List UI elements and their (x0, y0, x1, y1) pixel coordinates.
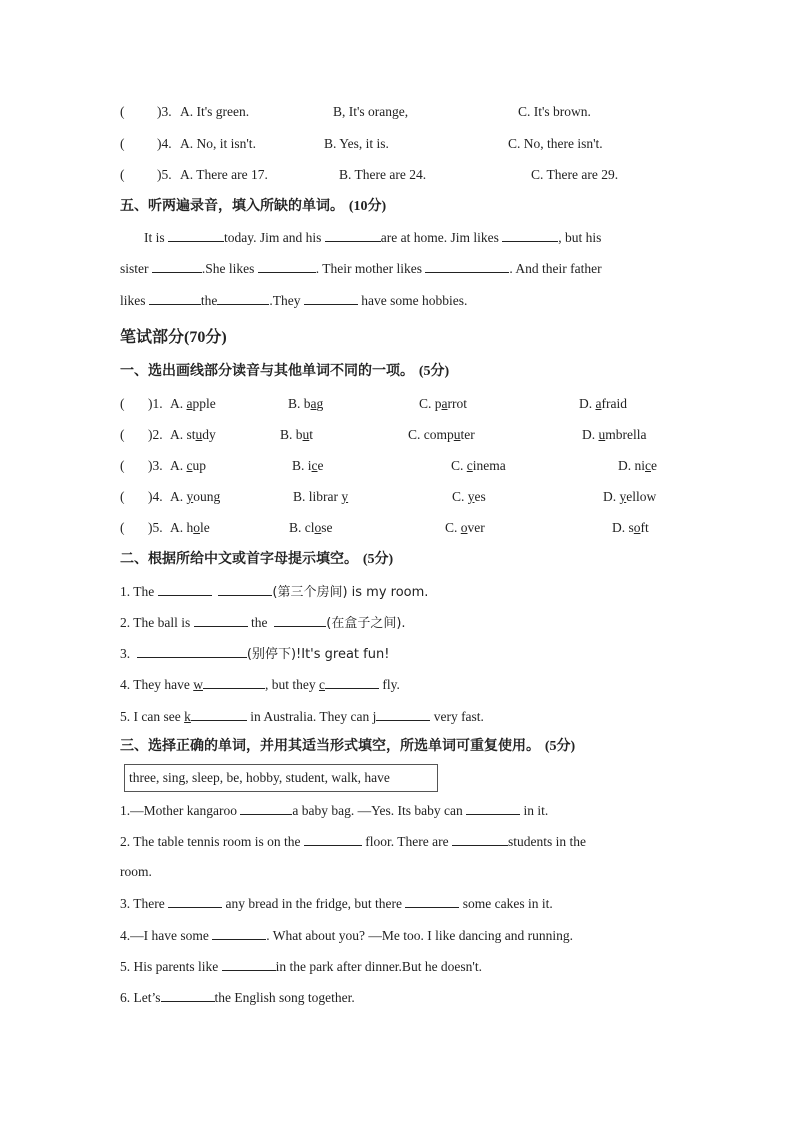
section-5-line-2: sister .She likes . Their mother likes . And their father (120, 258, 602, 278)
answer-blank[interactable] (466, 800, 520, 815)
answer-blank[interactable] (218, 581, 272, 596)
word-question-4: 4.—I have some . What about you? —Me too. I like dancing and running. (120, 925, 573, 945)
section-5-line-3: likes the .They have some hobbies. (120, 290, 467, 310)
answer-blank[interactable] (258, 258, 316, 273)
section-5-line-1: It is today. Jim and his are at home. Jim likes , but his (144, 227, 601, 247)
answer-blank[interactable] (158, 581, 212, 596)
answer-blank[interactable] (217, 290, 269, 305)
answer-blank[interactable] (137, 643, 247, 658)
worksheet-page: ( )3. A. It's green. B, It's orange, C. It's brown. ( )4. A. No, it isn't. B. Yes, it is. C. No, there isn't. ( )5. A. There are 17. B. There are 24. C. There are 29. 五、听两遍录音，填入所缺的单词。 (10分) It is today. Jim and his are at home. Jim likes , but his sister .She likes . Their mother likes . And their father likes the .They have some hobbies. 笔试部分(70分) 一、选出画线部分读音与其他单词不同的一项。 (5分) ( )1. A. apple B. bag C. parrot D. afraid ( )2. A. study B. but C. computer D. umbrella ( )3. A. cup B. ice C. cinema D. nice ( )4. A. young B. librar y C. yes D. yellow ( )5. A. hole B. close C. over D. soft 二、根据所给中文或首字母提示填空。 (5分) 1. The (第三个房间) is my room. 2. The ball is the (在盒子之间). 3. (别停下)!It's great fun! 4. They have w , but they c fly. 5. I can see k in Australia. They can j very fast. 三、选择正确的单词，并用其适当形式填空，所选单词可重复使用。 (5分) three, sing, sleep, be, hobby, student, walk, have 1.—Mother kangaroo a baby bag. —Yes. Its baby can in it. 2. The table tennis room is on the floor. There are students in the room. 3. There any bread in the fridge, but there some cakes in it. 4.—I have some . What about you? —Me too. I like dancing and running. 5. His parents like in the park after dinner.But he doesn't. 6. Let’s the English song together. (120, 104, 657, 1005)
answer-blank[interactable] (452, 831, 508, 846)
fill-question-1: 1. The (第三个房间) is my room. (120, 581, 428, 601)
word-bank-box: three, sing, sleep, be, hobby, student, walk, have (124, 764, 438, 792)
word-question-3: 3. There any bread in the fridge, but there some cakes in it. (120, 893, 553, 913)
word-question-2: 2. The table tennis room is on the floor. There are students in the (120, 831, 586, 851)
answer-blank[interactable] (168, 893, 222, 908)
fill-question-5: 5. I can see k in Australia. They can j very fast. (120, 706, 484, 726)
word-question-6: 6. Let’s the English song together. (120, 987, 355, 1007)
word-question-1: 1.—Mother kangaroo a baby bag. —Yes. Its baby can in it. (120, 800, 548, 820)
word-question-5: 5. His parents like in the park after dinner.But he doesn't. (120, 956, 482, 976)
answer-blank[interactable] (405, 893, 459, 908)
answer-blank[interactable] (161, 987, 215, 1002)
answer-blank[interactable] (212, 925, 266, 940)
answer-blank[interactable] (325, 227, 381, 242)
answer-blank[interactable] (304, 290, 358, 305)
fill-question-3: 3. (别停下)!It's great fun! (120, 643, 389, 663)
answer-blank[interactable] (191, 706, 247, 721)
answer-blank[interactable] (203, 674, 265, 689)
section-5-heading: 五、听两遍录音，填入所缺的单词。 (10分) (120, 198, 387, 214)
answer-blank[interactable] (425, 258, 509, 273)
written-section-3-heading: 三、选择正确的单词，并用其适当形式填空，所选单词可重复使用。 (5分) (120, 738, 576, 754)
fill-question-2: 2. The ball is the (在盒子之间). (120, 612, 406, 632)
answer-blank[interactable] (168, 227, 224, 242)
answer-blank[interactable] (502, 227, 558, 242)
answer-blank[interactable] (194, 612, 248, 627)
answer-blank[interactable] (152, 258, 202, 273)
answer-blank[interactable] (325, 674, 379, 689)
fill-question-4: 4. They have w , but they c fly. (120, 674, 400, 694)
answer-blank[interactable] (240, 800, 292, 815)
written-part-title: 笔试部分(70分) (120, 327, 227, 346)
answer-blank[interactable] (274, 612, 326, 627)
word-question-2-continued: room. (120, 864, 152, 879)
answer-blank[interactable] (304, 831, 362, 846)
written-section-1-heading: 一、选出画线部分读音与其他单词不同的一项。 (5分) (120, 363, 450, 379)
answer-blank[interactable] (222, 956, 276, 971)
answer-blank[interactable] (376, 706, 430, 721)
written-section-2-heading: 二、根据所给中文或首字母提示填空。 (5分) (120, 551, 394, 567)
answer-blank[interactable] (149, 290, 201, 305)
